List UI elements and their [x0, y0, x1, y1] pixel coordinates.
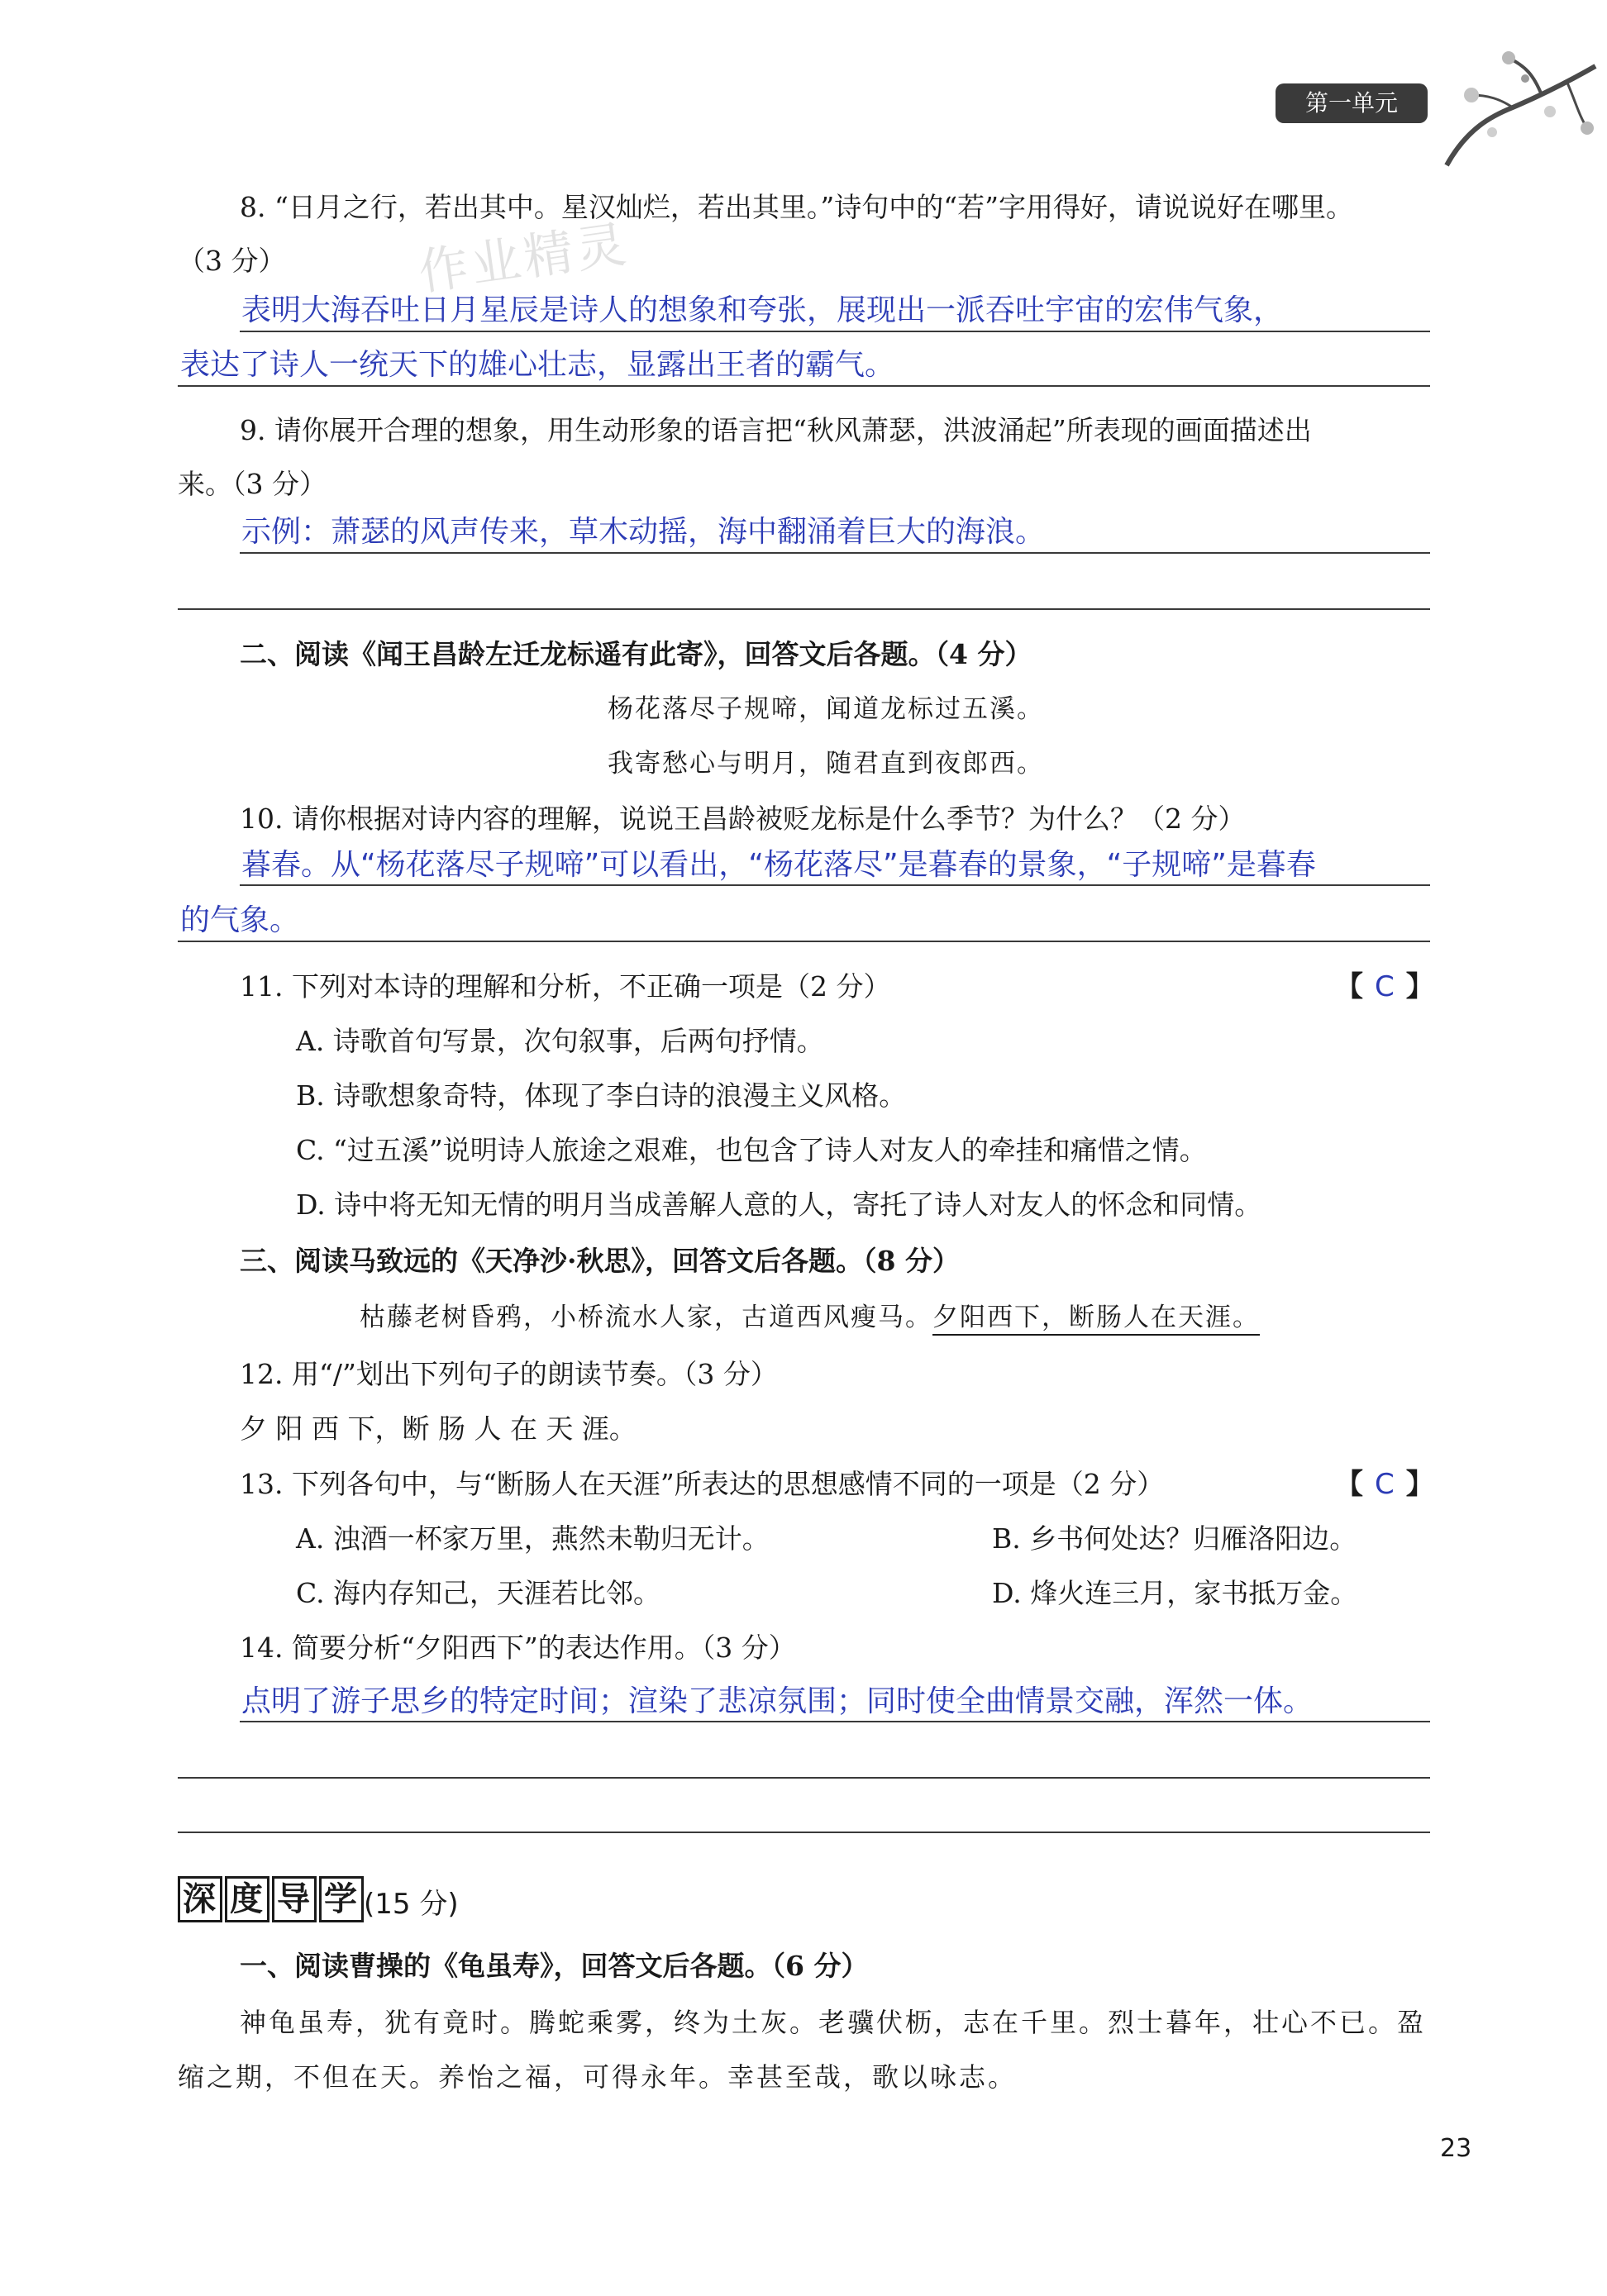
q10-answer-underline-1 — [240, 884, 1430, 886]
section3-title: 三、阅读马致远的《天净沙·秋思》，回答文后各题。（8 分） — [240, 1245, 960, 1277]
q12-sentence: 夕 阳 西 下，断 肠 人 在 天 涯。 — [240, 1412, 637, 1445]
q11-answer: C — [1375, 970, 1395, 1003]
depth-title-char-3: 导 — [272, 1876, 317, 1922]
q13-option-c: C. 海内存知己，天涯若比邻。 — [296, 1577, 661, 1609]
q10-question: 10. 请你根据对诗内容的理解，说说王昌龄被贬龙标是什么季节？为什么？（2 分） — [240, 803, 1246, 835]
q11-option-d: D. 诗中将无知无情的明月当成善解人意的人，寄托了诗人对友人的怀念和同情。 — [296, 1188, 1262, 1221]
q10-answer-line2: 的气象。 — [180, 903, 300, 937]
section3-poem-part2: 夕阳西下，断肠人在天涯。 — [932, 1303, 1260, 1336]
q12-question: 12. 用“/”划出下列句子的朗读节奏。（3 分） — [240, 1358, 778, 1390]
q11-bracket-close: 】 — [1405, 970, 1434, 1003]
section3-poem — [360, 1296, 1260, 1333]
q11-bracket-open: 【 — [1335, 970, 1363, 1003]
depth-title-char-4: 学 — [319, 1876, 364, 1922]
q13-answer-bracket — [1335, 1461, 1434, 1502]
section3-poem-part1: 枯藤老树昏鸦，小桥流水人家，古道西风瘦马。 — [360, 1303, 932, 1332]
page-number: 23 — [1440, 2134, 1472, 2163]
section2-title: 二、阅读《闻王昌龄左迁龙标遥有此寄》，回答文后各题。（4 分） — [240, 638, 1032, 670]
q8-answer-line2: 表达了诗人一统天下的雄心壮志，显露出王者的霸气。 — [180, 348, 895, 382]
q11-option-b: B. 诗歌想象奇特，体现了李白诗的浪漫主义风格。 — [296, 1079, 907, 1112]
section2-poem-line2: 我寄愁心与明月，随君直到夜郎西。 — [608, 749, 1044, 779]
q13-question: 13. 下列各句中，与“断肠人在天涯”所表达的思想感情不同的一项是（2 分） — [240, 1468, 1165, 1500]
q8-answer-line1: 表明大海吞吐日月星辰是诗人的想象和夸张，展现出一派吞吐宇宙的宏伟气象， — [241, 293, 1284, 327]
q11-question: 11. 下列对本诗的理解和分析，不正确一项是（2 分） — [240, 970, 891, 1003]
q11-answer-bracket — [1335, 964, 1434, 1004]
depth-text-line2: 缩之期，不但在天。养怡之福，可得永年。幸甚至哉，歌以咏志。 — [178, 2061, 1018, 2093]
q13-option-b: B. 乡书何处达？归雁洛阳边。 — [992, 1522, 1357, 1555]
q13-answer: C — [1375, 1468, 1395, 1501]
depth-section-title: 一、阅读曹操的《龟虽寿》，回答文后各题。（6 分） — [240, 1950, 869, 1982]
q13-option-a: A. 浊酒一杯家万里，燕然未勒归无计。 — [296, 1522, 770, 1555]
q14-answer: 点明了游子思乡的特定时间；渲染了悲凉氛围；同时使全曲情景交融，浑然一体。 — [241, 1684, 1314, 1718]
q14-answer-underline-3 — [178, 1832, 1430, 1833]
q11-option-c: C. “过五溪”说明诗人旅途之艰难，也包含了诗人对友人的牵挂和痛惜之情。 — [296, 1134, 1207, 1166]
depth-title-char-2: 度 — [225, 1876, 269, 1922]
q13-bracket-open: 【 — [1335, 1468, 1363, 1501]
depth-title-char-1: 深 — [178, 1876, 222, 1922]
q13-option-d: D. 烽火连三月，家书抵万金。 — [992, 1577, 1358, 1609]
section2-poem-line1: 杨花落尽子规啼，闻道龙标过五溪。 — [608, 694, 1044, 724]
q14-answer-underline-1 — [240, 1721, 1430, 1722]
watermark: 作业精灵 — [415, 215, 633, 302]
q8-answer-underline-1 — [240, 331, 1430, 332]
q9-question-line1: 9. 请你展开合理的想象，用生动形象的语言把“秋风萧瑟，洪波涌起”所表现的画面描述出 — [240, 414, 1312, 446]
depth-study-title — [178, 1876, 366, 1922]
q9-question-line2: 来。（3 分） — [178, 468, 327, 500]
plum-branch-icon — [1442, 50, 1600, 174]
q10-answer-underline-2 — [178, 941, 1430, 942]
q9-answer-underline-1 — [240, 552, 1430, 554]
depth-study-score: (15 分) — [364, 1888, 459, 1921]
q13-bracket-close: 】 — [1405, 1468, 1434, 1501]
q14-question: 14. 简要分析“夕阳西下”的表达作用。（3 分） — [240, 1631, 796, 1664]
unit-tab: 第一单元 — [1276, 83, 1428, 123]
q10-answer-line1: 暮春。从“杨花落尽子规啼”可以看出，“杨花落尽”是暮春的景象，“子规啼”是暮春 — [241, 848, 1316, 882]
q11-option-a: A. 诗歌首句写景，次句叙事，后两句抒情。 — [296, 1025, 824, 1057]
q14-answer-underline-2 — [178, 1777, 1430, 1779]
q9-answer-underline-2 — [178, 608, 1430, 610]
depth-text-line1: 神龟虽寿，犹有竟时。腾蛇乘雾，终为土灰。老骥伏枥，志在千里。烈士暮年，壮心不已。盈 — [240, 2007, 1427, 2038]
q8-question: 8. “日月之行，若出其中。星汉灿烂，若出其里。”诗句中的“若”字用得好，请说说好在哪里。 — [240, 191, 1353, 223]
q8-score: （3 分） — [178, 245, 286, 277]
q8-answer-underline-2 — [178, 385, 1430, 387]
q9-answer: 示例：萧瑟的风声传来，草木动摇，海中翻涌着巨大的海浪。 — [241, 515, 1046, 549]
